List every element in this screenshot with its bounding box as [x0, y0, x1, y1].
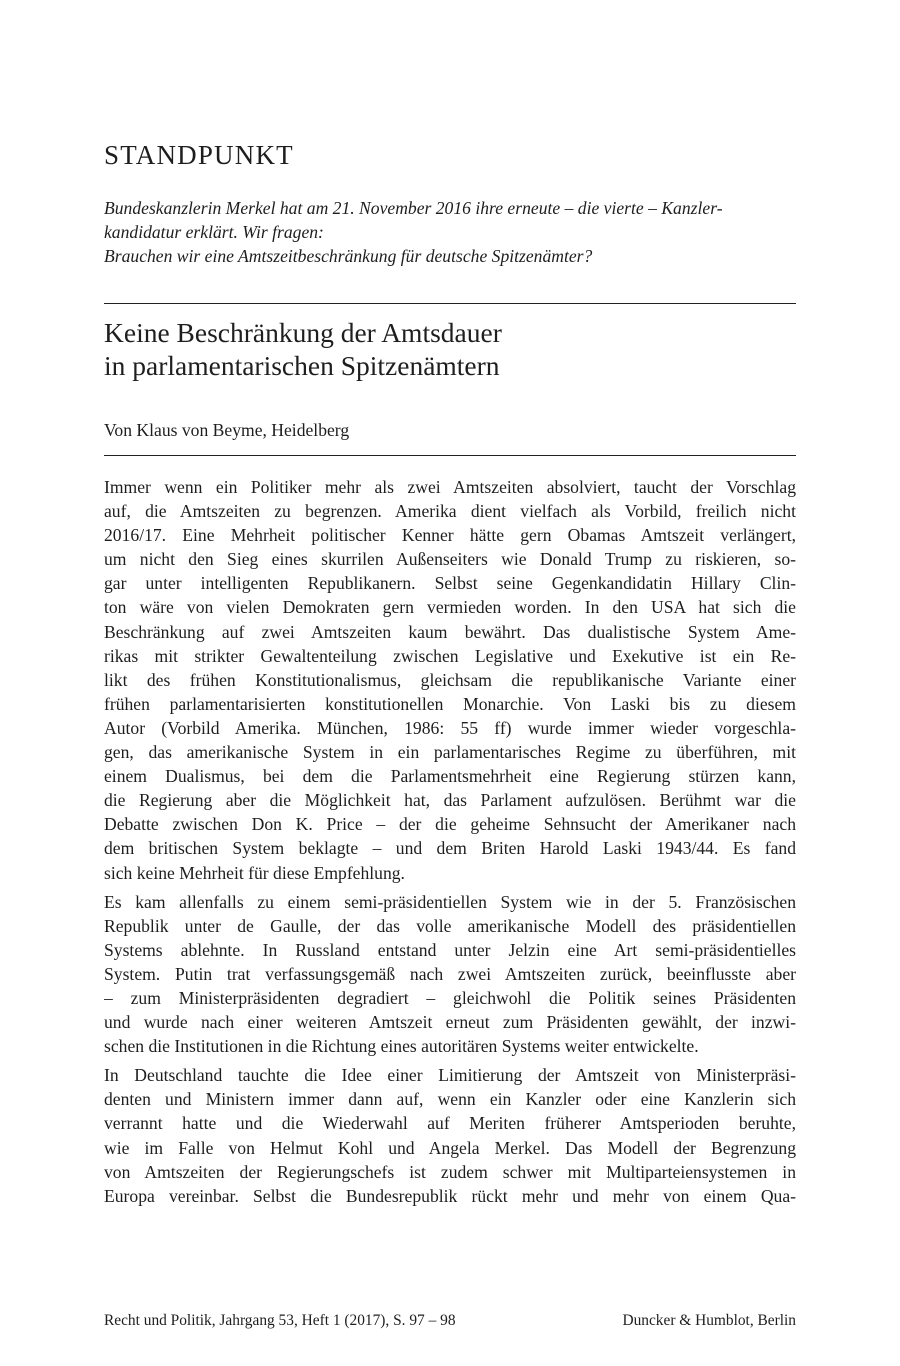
journal-citation: Recht und Politik, Jahrgang 53, Heft 1 (2017), S. 97 – 98: [104, 1312, 456, 1329]
body-line: Es kam allenfalls zu einem semi-präsidentiellen System wie in der 5. Französischen: [104, 891, 796, 912]
body-paragraph: [104, 475, 796, 885]
body-line: denten und Ministern immer dann auf, wenn ein Kanzler oder eine Kanzlerin sich: [104, 1089, 796, 1110]
body-line: ton wäre von vielen Demokraten gern vermieden worden. In den USA hat sich die: [104, 597, 796, 618]
body-line: rikas mit strikter Gewaltenteilung zwischen Legislative und Exekutive ist ein Re-: [104, 645, 796, 666]
body-line: Beschränkung auf zwei Amtszeiten kaum bewährt. Das dualistische System Ame-: [104, 621, 796, 642]
article-body: [104, 475, 796, 1213]
body-line: frühen parlamentarisierten konstitutionellen Monarchie. Von Laski bis zu diesem: [104, 693, 796, 714]
body-paragraph: [104, 1063, 796, 1208]
bottom-divider: [104, 455, 796, 456]
article-title: [104, 316, 502, 382]
publisher-name: Duncker & Humblot, Berlin: [622, 1312, 796, 1329]
body-line: Debatte zwischen Don K. Price – der die geheime Sehnsucht der Amerikaner nach: [104, 814, 796, 835]
body-line: gen, das amerikanische System in ein parlamentarisches Regime zu überführen, mit: [104, 742, 796, 763]
body-line: 2016/17. Eine Mehrheit politischer Kenner hätte gern Obamas Amtszeit verlängert,: [104, 525, 796, 546]
body-line: einem Dualismus, bei dem die Parlamentsmehrheit eine Regierung stürzen kann,: [104, 766, 796, 787]
body-line: um nicht den Sieg eines skurrilen Außenseiters wie Donald Trump zu riskieren, so-: [104, 549, 796, 570]
body-line: Immer wenn ein Politiker mehr als zwei Amtszeiten absolviert, taucht der Vorschlag: [104, 477, 796, 497]
intro-line: Brauchen wir eine Amtszeitbeschränkung für deutsche Spitzenämter?: [104, 246, 593, 266]
body-line: sich keine Mehrheit für diese Empfehlung.: [104, 862, 405, 883]
body-line: Autor (Vorbild Amerika. München, 1986: 55 ff) wurde immer wieder vorgeschla-: [104, 717, 796, 738]
body-line: System. Putin trat verfassungsgemäß nach zwei Amtszeiten zurück, beeinflusste aber: [104, 963, 796, 984]
body-line: likt des frühen Konstitutionalismus, gleichsam die republikanische Variante einer: [104, 669, 796, 690]
body-line: verrannt hatte und die Wiederwahl auf Meriten früherer Amtsperioden beruhte,: [104, 1113, 796, 1134]
body-line: schen die Institutionen in die Richtung eines autoritären Systems weiter entwickelte.: [104, 1036, 699, 1057]
intro-line: Bundeskanzlerin Merkel hat am 21. November 2016 ihre erneute – die vierte – Kanzler-: [104, 198, 723, 218]
body-line: Europa vereinbar. Selbst die Bundesrepublik rückt mehr und mehr von einem Qua-: [104, 1185, 796, 1206]
body-line: Republik unter de Gaulle, der das volle amerikanische Modell des präsidentiellen: [104, 915, 796, 936]
title-line: in parlamentarischen Spitzenämtern: [104, 350, 500, 381]
body-paragraph: [104, 890, 796, 1059]
body-line: gar unter intelligenten Republikanern. Selbst seine Gegenkandidatin Hillary Clin-: [104, 573, 796, 594]
section-label: STANDPUNKT: [104, 140, 294, 170]
body-line: dem britischen System beklagte – und dem Briten Harold Laski 1943/44. Es fand: [104, 838, 796, 859]
body-line: von Amtszeiten der Regierungschefs ist zudem schwer mit Multiparteiensystemen in: [104, 1161, 796, 1182]
intro-question: [104, 196, 796, 268]
body-line: – zum Ministerpräsidenten degradiert – gleichwohl die Politik seines Präsidenten: [104, 987, 796, 1008]
body-line: wie im Falle von Helmut Kohl und Angela Merkel. Das Modell der Begrenzung: [104, 1137, 796, 1158]
body-line: In Deutschland tauchte die Idee einer Limitierung der Amtszeit von Ministerpräsi-: [104, 1065, 796, 1086]
body-line: die Regierung aber die Möglichkeit hat, das Parlament aufzulösen. Berühmt war die: [104, 790, 796, 811]
top-divider: [104, 303, 796, 304]
title-line: Keine Beschränkung der Amtsdauer: [104, 317, 502, 348]
body-line: Systems ablehnte. In Russland entstand unter Jelzin eine Art semi-präsidentielles: [104, 939, 796, 960]
author-byline: Von Klaus von Beyme, Heidelberg: [104, 420, 350, 440]
body-line: auf, die Amtszeiten zu begrenzen. Amerika dient vielfach als Vorbild, freilich nicht: [104, 501, 796, 522]
body-line: und wurde nach einer weiteren Amtszeit erneut zum Präsidenten gewählt, der inzwi-: [104, 1012, 796, 1033]
intro-line: kandidatur erklärt. Wir fragen:: [104, 222, 324, 242]
